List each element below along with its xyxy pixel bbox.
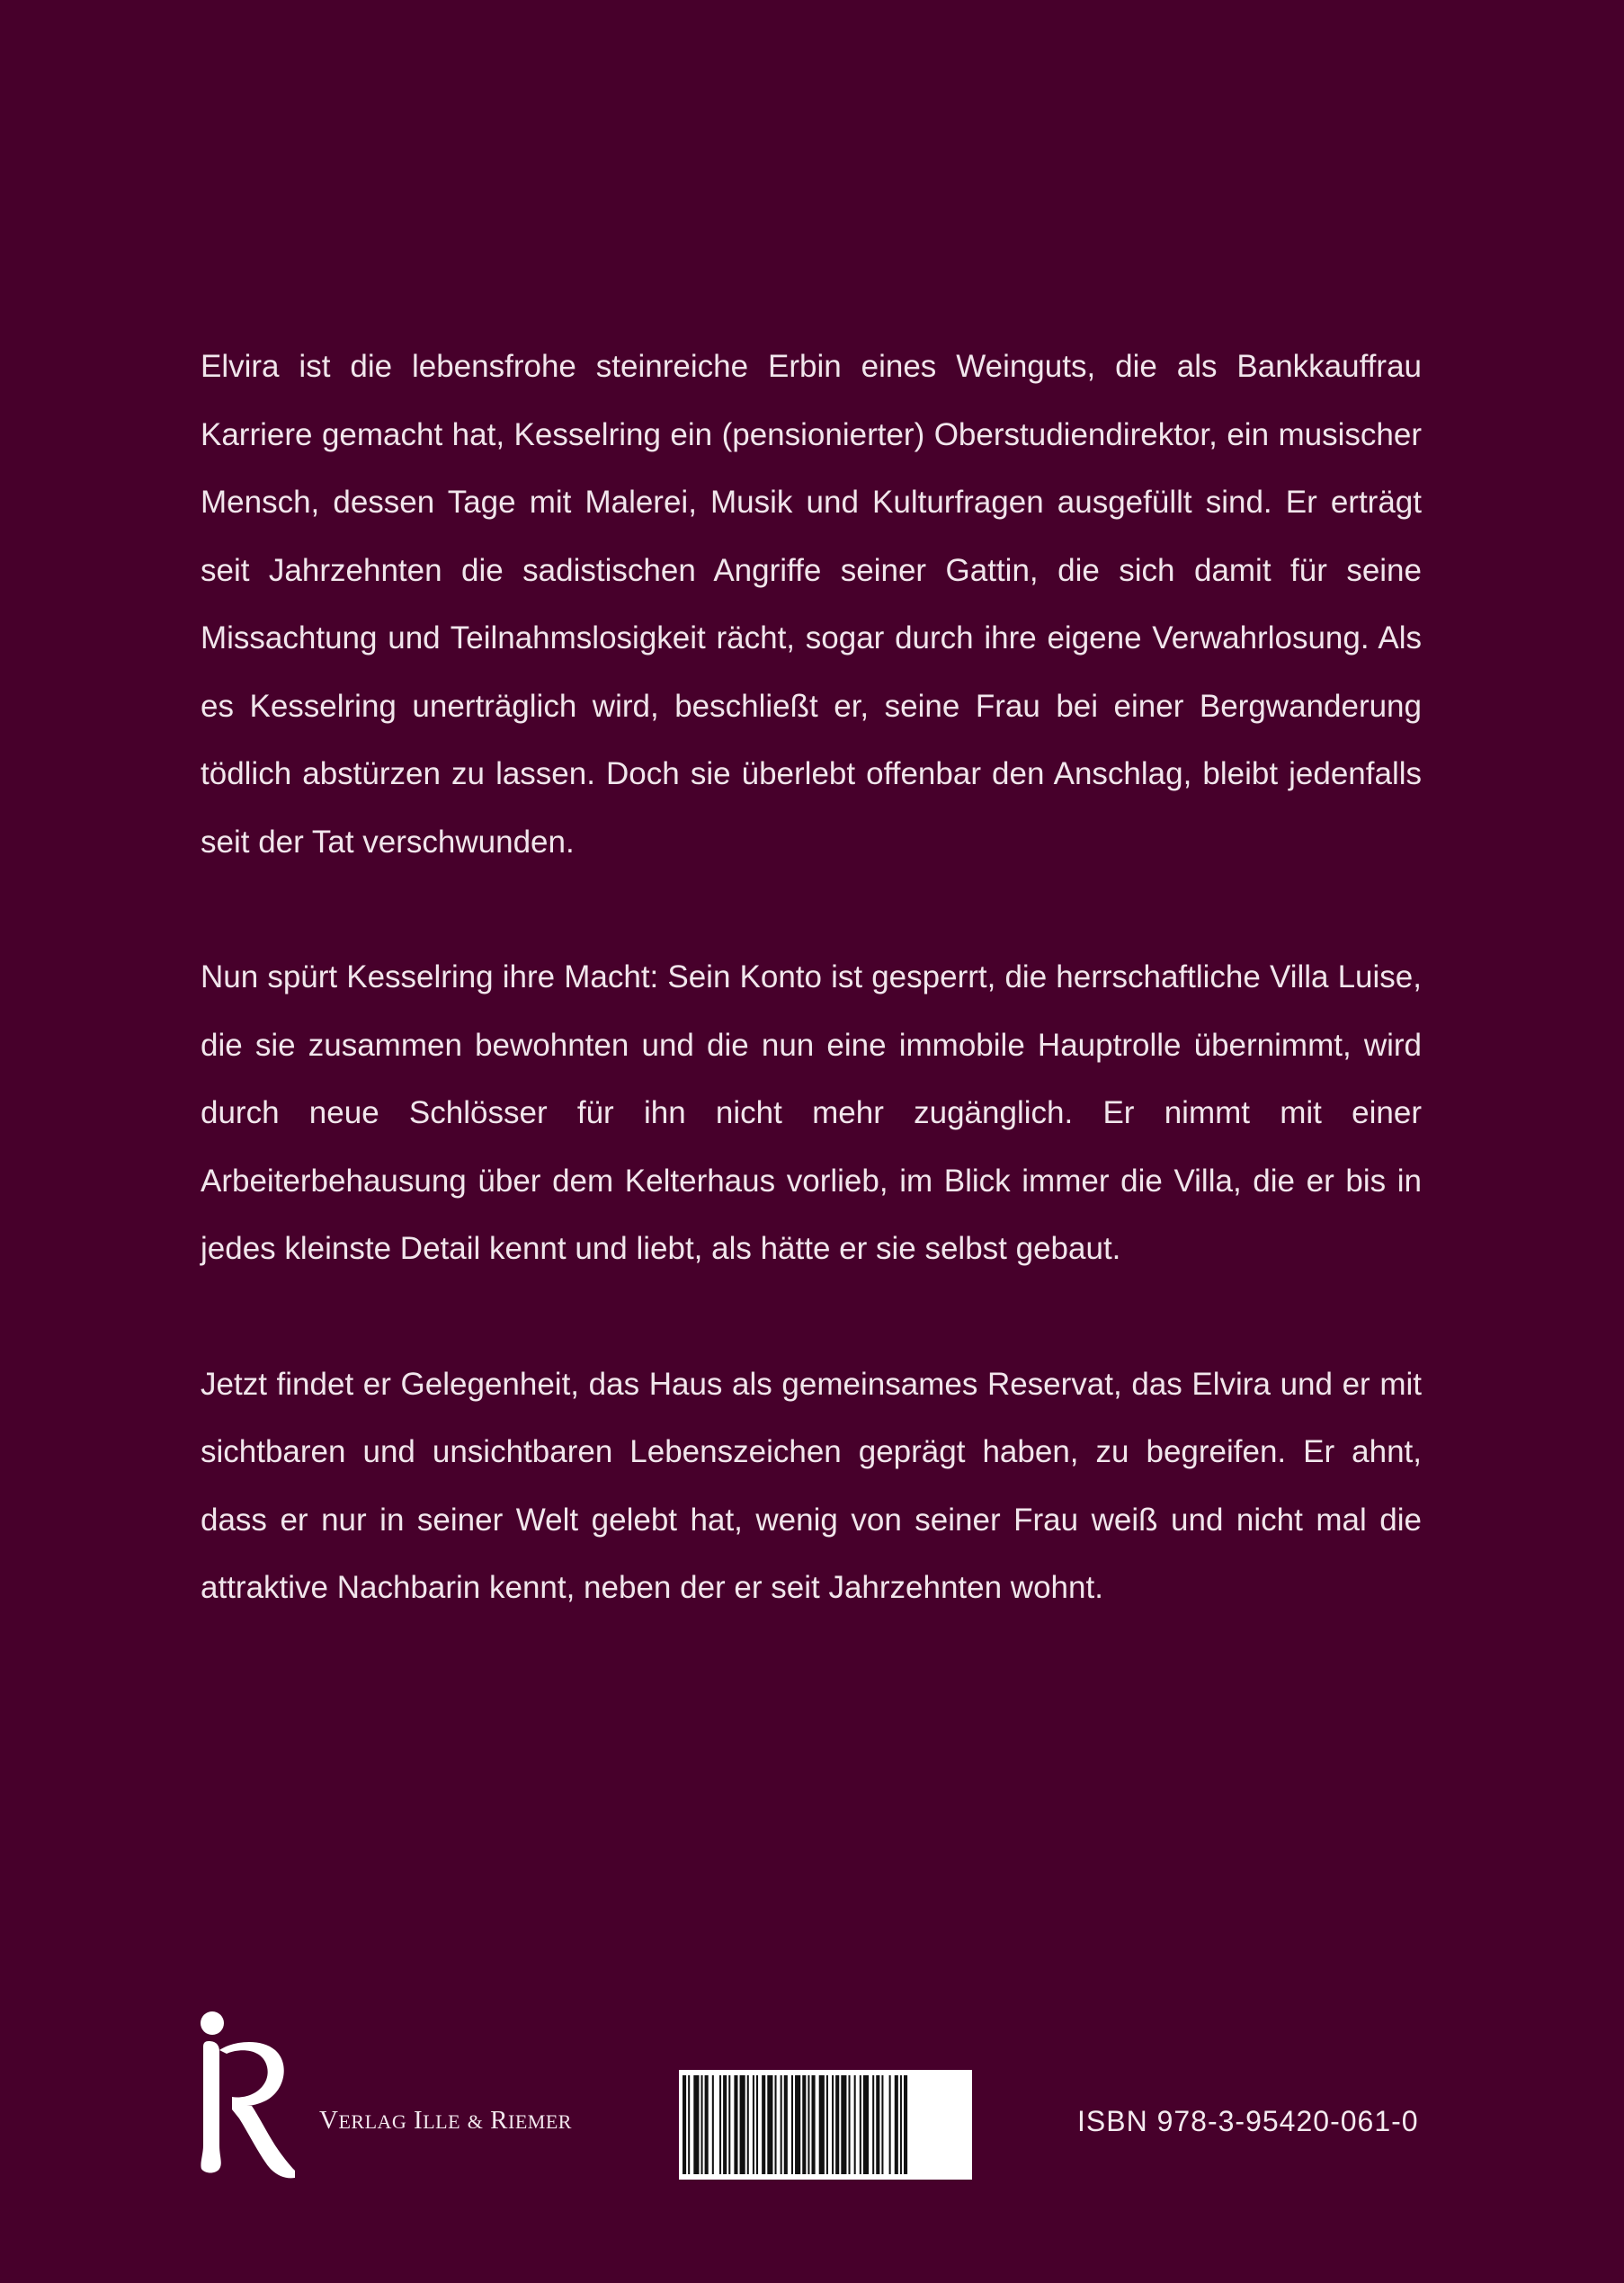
isbn-number: ISBN 978-3-95420-061-0 bbox=[1077, 2105, 1419, 2137]
barcode-bar bbox=[775, 2075, 777, 2174]
barcode-bar bbox=[753, 2075, 754, 2174]
barcode-bar bbox=[728, 2075, 730, 2174]
barcode-bar bbox=[808, 2075, 809, 2174]
barcode-bar bbox=[854, 2075, 856, 2174]
barcode-bar bbox=[889, 2075, 891, 2174]
barcode-bar bbox=[881, 2075, 883, 2174]
barcode-bar bbox=[712, 2075, 714, 2174]
blurb-paragraph-2: Nun spürt Kesselring ihre Macht: Sein Konto ist gesperrt, die herrschaftliche Villa Luise, die sie zusammen bewohnten und die nun eine immobile Hauptrolle übernimmt, wird durch neue Schlösser für ihn nicht mehr zugänglich. Er nimmt mit einer Arbeiterbehausung über dem Kelterhaus vorlieb, im Blick immer die Villa, die er bis in jedes kleinste Detail kennt und liebt, als hätte er sie selbst gebaut. bbox=[201, 959, 1422, 1266]
barcode-bar bbox=[904, 2075, 907, 2174]
barcode-bar bbox=[849, 2075, 851, 2174]
barcode-bar bbox=[705, 2075, 709, 2174]
barcode-bar bbox=[767, 2075, 772, 2174]
barcode-bar bbox=[795, 2075, 800, 2174]
barcode-bar bbox=[812, 2075, 816, 2174]
barcode-bar bbox=[734, 2075, 737, 2174]
barcode-bar bbox=[860, 2075, 861, 2174]
publisher-name: VERLAG ILLE & RIEMER bbox=[319, 2106, 572, 2135]
blurb-text bbox=[201, 333, 1422, 1622]
barcode-bar bbox=[723, 2075, 727, 2174]
barcode-bar bbox=[701, 2075, 703, 2174]
barcode-bar bbox=[683, 2075, 686, 2174]
barcode-bar bbox=[784, 2075, 788, 2174]
barcode-bar bbox=[863, 2075, 869, 2174]
barcode-icon bbox=[679, 2070, 972, 2180]
barcode-bar bbox=[826, 2075, 828, 2174]
barcode-bar bbox=[791, 2075, 793, 2174]
barcode-bar bbox=[900, 2075, 902, 2174]
barcode-bar bbox=[895, 2075, 898, 2174]
barcode-bar bbox=[693, 2075, 699, 2174]
barcode-bar bbox=[802, 2075, 806, 2174]
blurb-paragraph-3: Jetzt findet er Gelegenheit, das Haus als gemeinsames Reservat, das Elvira und er mit sichtbaren und unsichtbaren Lebenszeichen geprägt haben, zu begreifen. Er ahnt, dass er nur in seiner Welt gelebt hat, wenig von seiner Frau weiß und nicht mal die attraktive Nachbarin kennt, neben der er seit Jahrzehnten wohnt. bbox=[201, 1366, 1422, 1605]
blurb-paragraph-1: Elvira ist die lebensfrohe steinreiche Erbin eines Weinguts, die als Bankkauffrau Karriere gemacht hat, Kesselring ein (pensionierter) Oberstudiendirektor, ein musischer Mensch, dessen Tage mit Malerei, Musik und Kulturfragen ausgefüllt sind. Er erträgt seit Jahrzehnten die sadistischen Angriffe seiner Gattin, die sich damit für seine Missachtung und Teilnahmslosigkeit rächt, sogar durch ihre eigene Verwahrlosung. Als es Kesselring unerträglich wird, beschließt er, seine Frau bei einer Bergwanderung tödlich abstürzen zu lassen. Doch sie überlebt offenbar den Anschlag, bleibt jedenfalls seit der Tat verschwunden. bbox=[201, 349, 1422, 860]
barcode-bar bbox=[876, 2075, 879, 2174]
barcode-bar bbox=[835, 2075, 839, 2174]
barcode-bar bbox=[841, 2075, 846, 2174]
barcode-bar bbox=[832, 2075, 834, 2174]
barcode-bar bbox=[747, 2075, 749, 2174]
barcode-bar bbox=[719, 2075, 721, 2174]
barcode-bar bbox=[781, 2075, 782, 2174]
ir-publisher-logo-icon bbox=[196, 2011, 297, 2181]
barcode-bar bbox=[872, 2075, 874, 2174]
barcode-bar bbox=[756, 2075, 758, 2174]
barcode-bar bbox=[688, 2075, 690, 2174]
barcode-bar bbox=[762, 2075, 765, 2174]
barcode-bar bbox=[740, 2075, 745, 2174]
barcode-bar bbox=[819, 2075, 825, 2174]
